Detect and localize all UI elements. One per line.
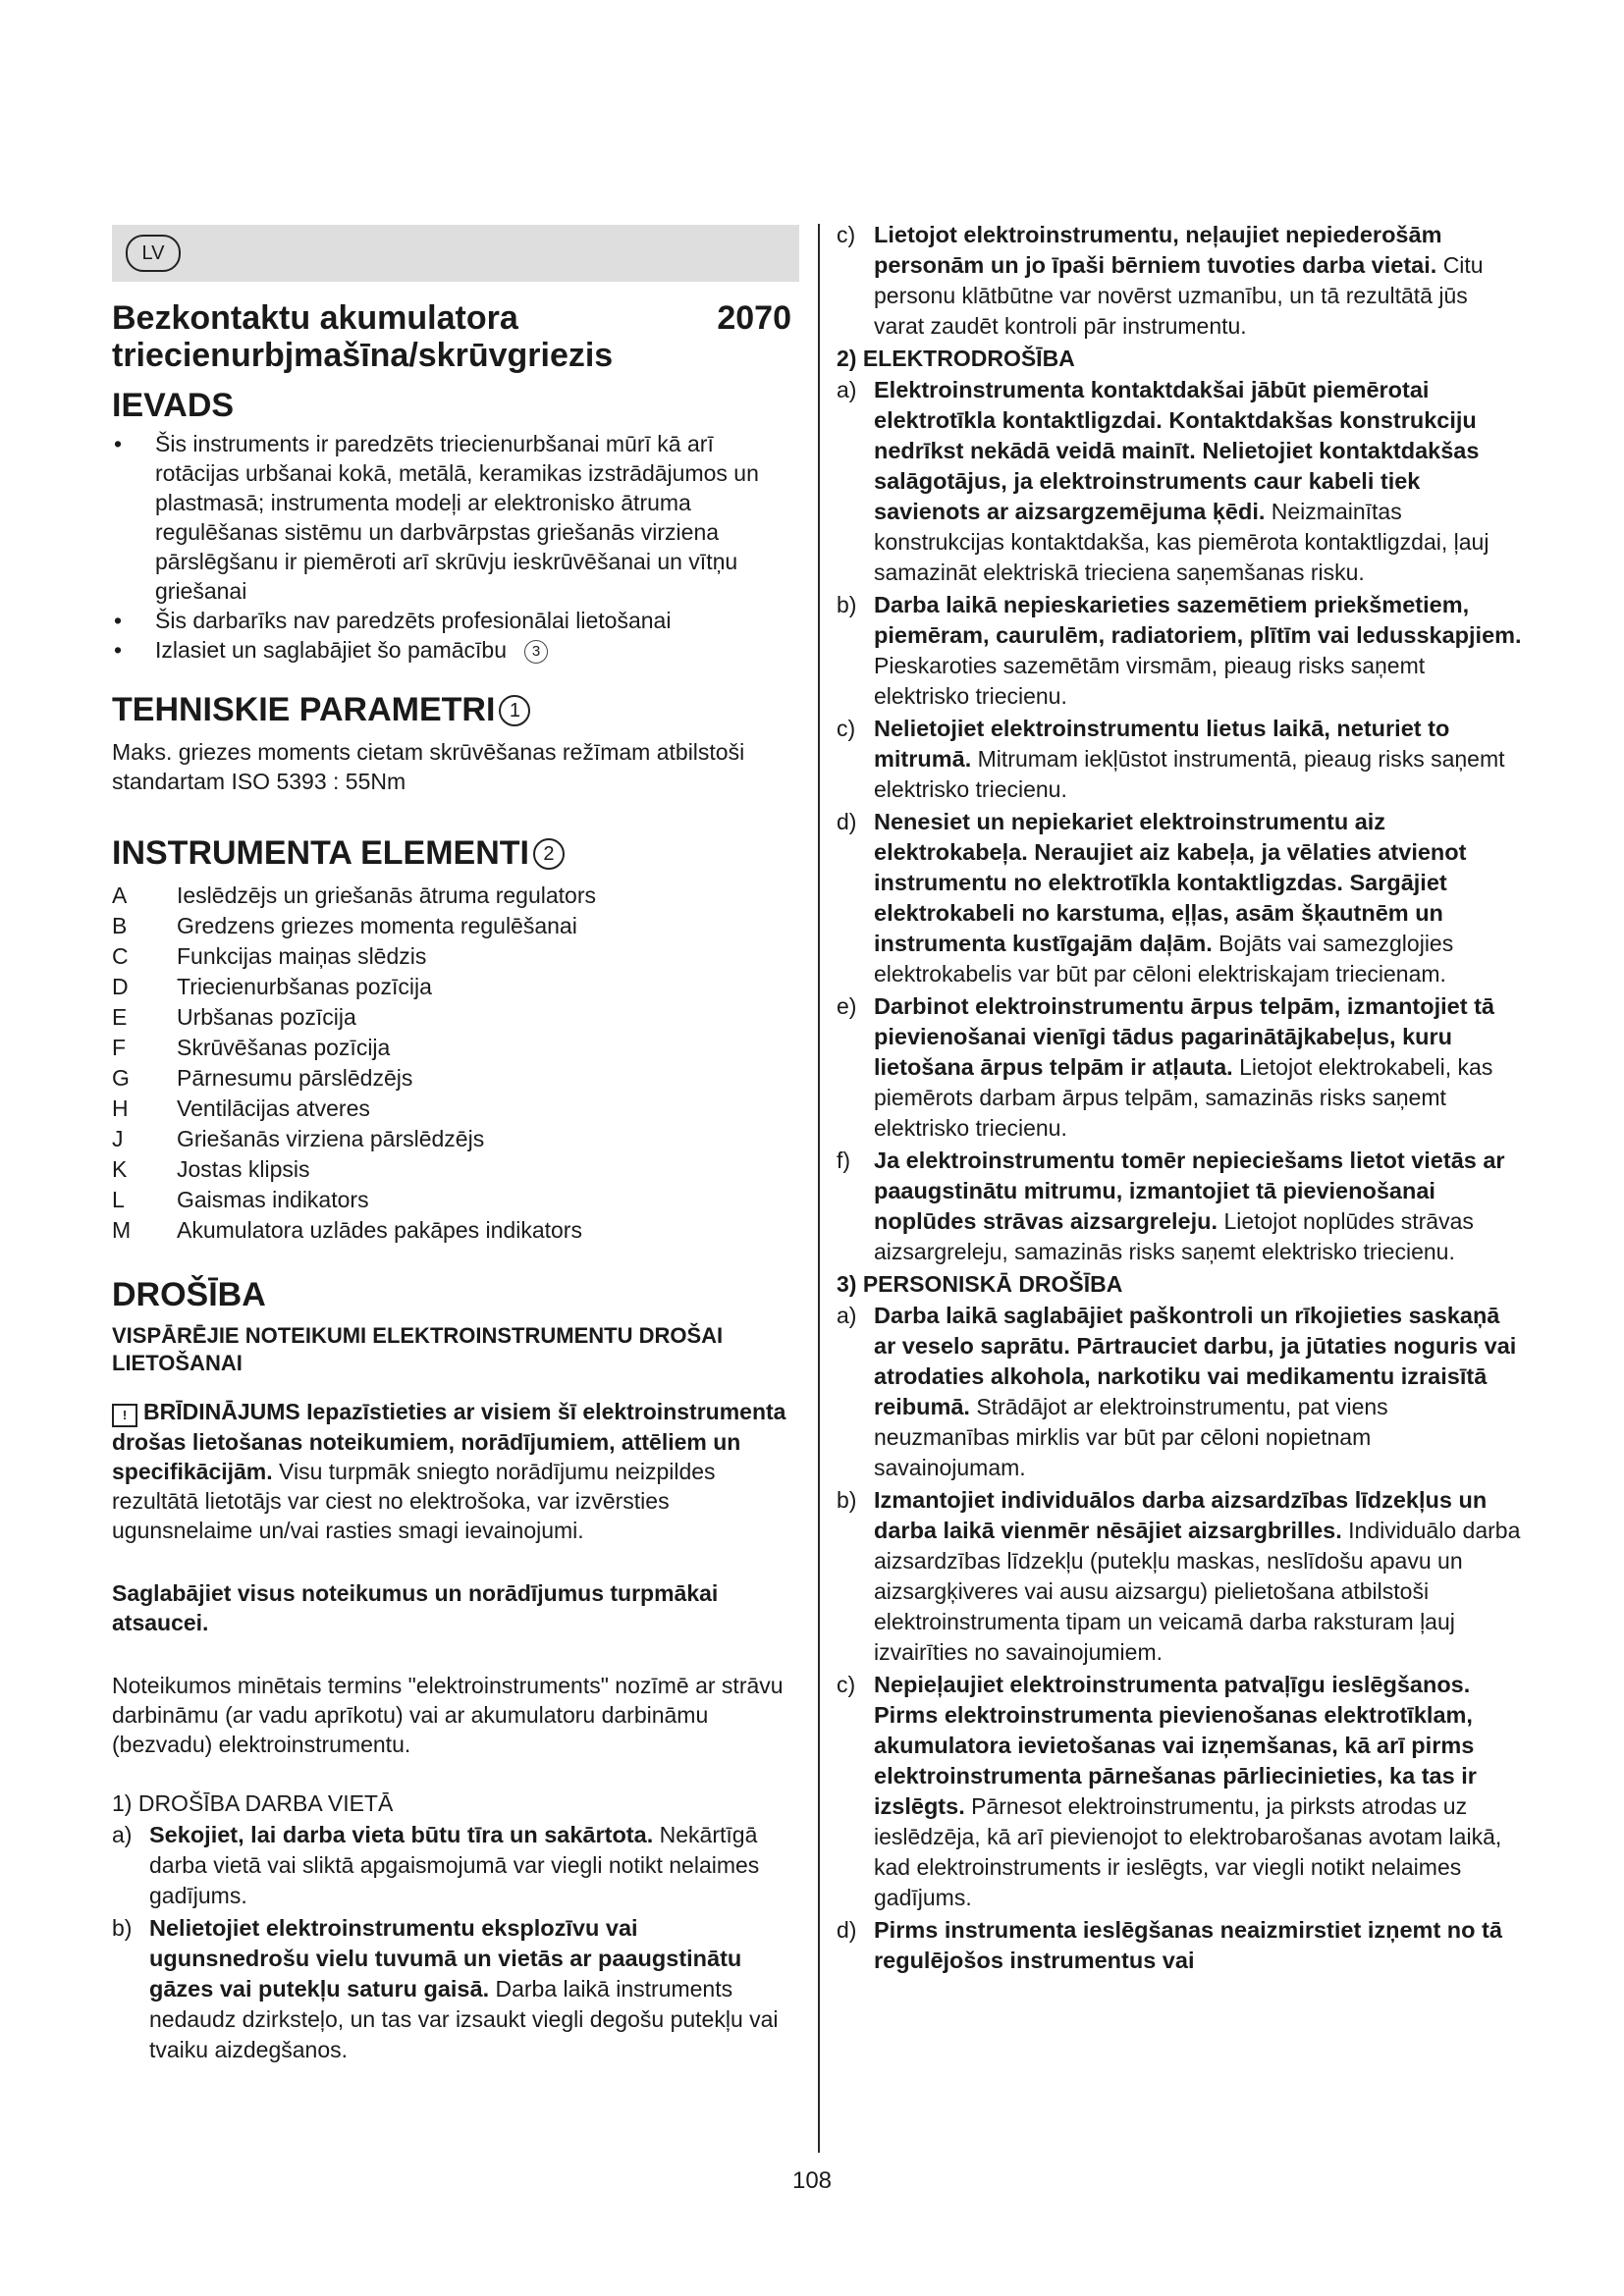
parts-row: D Triecienurbšanas pozīcija: [112, 974, 432, 999]
parts-row: J Griešanās virziena pārslēdzējs: [112, 1126, 485, 1151]
page-number: 108: [791, 2167, 833, 2194]
list-item: c) Nelietojiet elektroinstrumentu lietus laikā, neturiet to mitrumā. Mitrumam iekļūstot instrumentā, pieaug risks saņemt elektrisko triecienu.: [837, 716, 1505, 802]
intro-bullet: • Šis instruments ir paredzēts triecienurbšanai mūrī kā arī rotācijas urbšanai kokā, metālā, keramikas izstrādājumos un plastmasā; instrumenta modeļi ar elektronisko ātruma regulēšanas sistēmu un darbvārpstas griešanās virziena pārslēgšanu ir piemēroti arī skrūvju ieskrūvēšanai un vītņu griešanai: [112, 429, 799, 606]
list-item: b) Darba laikā nepieskarieties sazemētiem priekšmetiem, piemēram, caurulēm, radiatoriem, plītīm vai ledusskapjiem. Pieskaroties sazemētām virsmām, pieaug risks saņemt elektrisko triecienu.: [837, 592, 1522, 709]
figure-ref-icon: 3: [524, 640, 548, 664]
list-item: f) Ja elektroinstrumentu tomēr nepieciešams lietot vietās ar paaugstinātu mitrumu, izmantojiet tā pievienošanai noplūdes strāvas aizsargreleju. Lietojot noplūdes strāvas aizsargreleju, samazinās risks saņemt elektrisko triecienu.: [837, 1148, 1505, 1264]
parts-row: E Urbšanas pozīcija: [112, 1004, 356, 1030]
parts-row: A Ieslēdzējs un griešanās ātruma regulators: [112, 882, 597, 908]
parts-row: L Gaismas indikators: [112, 1187, 369, 1212]
safety-subheading: VISPĀRĒJIE NOTEIKUMI ELEKTROINSTRUMENTU DROŠAI LIETOŠANAI: [112, 1323, 724, 1375]
figure-ref-icon: 1: [499, 695, 530, 726]
parts-row: C Funkcijas maiņas slēdzis: [112, 943, 427, 969]
title-row: [112, 299, 799, 374]
parts-row: B Gredzens griezes momenta regulēšanai: [112, 913, 577, 938]
column-divider: [818, 224, 820, 2153]
right-column: [837, 220, 1524, 1976]
tech-text: Maks. griezes moments cietam skrūvēšanas režīmam atbilstoši standartam ISO 5393 : 55Nm: [112, 739, 745, 794]
safety-heading: DROŠĪBA: [112, 1276, 266, 1313]
list-item: a) Darba laikā saglabājiet paškontroli un rīkojieties saskaņā ar veselo saprātu. Pārtrauciet darbu, ja jūtaties noguris vai atrodaties alkohola, narkotiku vai medikamentu izraisītā reibumā. Strādājot ar elektroinstrumentu, pat viens neuzmanības mirklis var būt par cēloni nopietnam savainojumam.: [837, 1303, 1517, 1480]
section-heading: 3) PERSONISKĀ DROŠĪBA: [837, 1271, 1123, 1297]
list-item: d) Pirms instrumenta ieslēgšanas neaizmirstiet izņemt no tā regulējošos instrumentus vai: [837, 1917, 1502, 1973]
parts-row: G Pārnesumu pārslēdzējs: [112, 1065, 413, 1091]
parts-row: M Akumulatora uzlādes pakāpes indikators: [112, 1217, 582, 1243]
section-heading: 1) DROŠĪBA DARBA VIETĀ: [112, 1790, 394, 1816]
keep-instructions: Saglabājiet visus noteikumus un norādījumus turpmākai atsaucei.: [112, 1580, 719, 1635]
list-item: d) Nenesiet un nepiekariet elektroinstrumentu aiz elektrokabeļa. Neraujiet aiz kabeļa, ja vēlaties atvienot instrumentu no elektrotīkla kontaktligzdas. Sargājiet elektrokabeli no karstuma, eļļas, asām šķautnēm un instrumenta kustīgajām daļām. Bojāts vai samezglojies elektrokabelis var būt par cēloni elektriskajam triecienam.: [837, 809, 1467, 987]
intro-bullet: • Izlasiet un saglabājiet šo pamācību 3: [112, 635, 799, 665]
intro-heading: IEVADS: [112, 387, 235, 424]
tech-heading: TEHNISKIE PARAMETRI 1: [112, 690, 799, 729]
intro-bullet: • Šis darbarīks nav paredzēts profesionālai lietošanai: [112, 606, 799, 635]
section-heading: 2) ELEKTRODROŠĪBA: [837, 346, 1075, 371]
figure-ref-icon: 2: [533, 838, 565, 870]
parts-row: F Skrūvēšanas pozīcija: [112, 1035, 391, 1060]
parts-row: H Ventilācijas atveres: [112, 1095, 370, 1121]
intro-bullets: [112, 429, 799, 665]
parts-row: K Jostas klipsis: [112, 1156, 310, 1182]
left-column: [112, 225, 799, 2065]
list-item: e) Darbinot elektroinstrumentu ārpus telpām, izmantojiet tā pievienošanai vienīgi tādus pagarinātājkabeļus, kuru lietošana ārpus telpām ir atļauta. Lietojot elektrokabeli, kas piemērots darbam ārpus telpām, samazinās risks saņemt elektrisko triecienu.: [837, 993, 1494, 1141]
elements-heading: INSTRUMENTA ELEMENTI 2: [112, 833, 799, 873]
list-item: c) Lietojot elektroinstrumentu, neļaujiet nepiederošām personām un jo īpaši bērniem tuvoties darba vietai. Citu personu klātbūtne var novērst uzmanību, un tā rezultātā jūs varat zaudēt kontroli pār instrumentu.: [837, 222, 1484, 339]
list-item: a) Elektroinstrumenta kontaktdakšai jābūt piemērotai elektrotīkla kontaktligzdai. Kontaktdakšas konstrukciju nedrīkst nekādā veidā mainīt. Nelietojiet kontaktdakšas salāgotājus, ja elektroinstruments caur kabeli tiek savienots ar aizsargzemējuma ķēdi. Neizmainītas konstrukcijas kontaktdakša, kas piemērota kontaktligzdai, ļauj samazināt elektriskā trieciena saņemšanas risku.: [837, 377, 1489, 585]
warning-icon: !: [112, 1404, 137, 1427]
term-paragraph: Noteikumos minētais termins "elektroinstruments" nozīmē ar strāvu darbināmu (ar vadu aprīkotu) vai ar akumulatoru darbināmu (bezvadu) elektroinstrumentu.: [112, 1673, 784, 1757]
list-item: b) Nelietojiet elektroinstrumentu eksplozīvu vai ugunsnedrošu vielu tuvumā un vietās ar paaugstinātu gāzes vai putekļu saturu gaisā. Darba laikā instruments nedaudz dzirksteļo, un tas var izsaukt viegli degošu putekļu vai tvaiku aizdegšanos.: [112, 1915, 779, 2062]
warning-paragraph: ! BRĪDINĀJUMS Iepazīstieties ar visiem šī elektroinstrumenta drošas lietošanas noteikumiem, norādījumiem, attēliem un specifikācijām. Visu turpmāk sniegto norādījumu neizpildes rezultātā lietotājs var ciest no elektrošoka, var izvērsties ugunsnelaime un/vai rasties smagi ievainojumi.: [112, 1399, 786, 1543]
document-title: Bezkontaktu akumulatora triecienurbjmašīna/skrūvgriezis: [112, 299, 614, 374]
list-item: b) Izmantojiet individuālos darba aizsardzības līdzekļus un darba laikā vienmēr nēsājiet aizsargbrilles. Individuālo darba aizsardzības līdzekļu (putekļu maskas, neslīdošu apavu un aizsargķiveres vai ausu aizsargu) pielietošana atbilstoši elektroinstrumenta tipam un veicamā darba raksturam ļauj izvairīties no savainojumiem.: [837, 1487, 1521, 1665]
language-bar: [112, 225, 799, 282]
list-item: c) Nepieļaujiet elektroinstrumenta patvaļīgu ieslēgšanos. Pirms elektroinstrumenta pievienošanas elektrotīklam, akumulatora ievietošanas vai izņemšanas, kā arī pirms elektroinstrumenta pārnešanas pārliecinieties, ka tas ir izslēgts. Pārnesot elektroinstrumentu, ja pirksts atrodas uz ieslēdzēja, kā arī pievienojot to elektrobarošanas avotam laikā, kad elektroinstruments ir ieslēgts, var viegli notikt nelaimes gadījums.: [837, 1672, 1502, 1910]
model-number: 2070: [717, 299, 791, 337]
list-item: a) Sekojiet, lai darba vieta būtu tīra un sakārtota. Nekārtīgā darba vietā vai sliktā apgaismojumā var viegli notikt nelaimes gadījums.: [112, 1822, 760, 1908]
language-badge: LV: [126, 235, 181, 272]
parts-list: [112, 881, 596, 1246]
